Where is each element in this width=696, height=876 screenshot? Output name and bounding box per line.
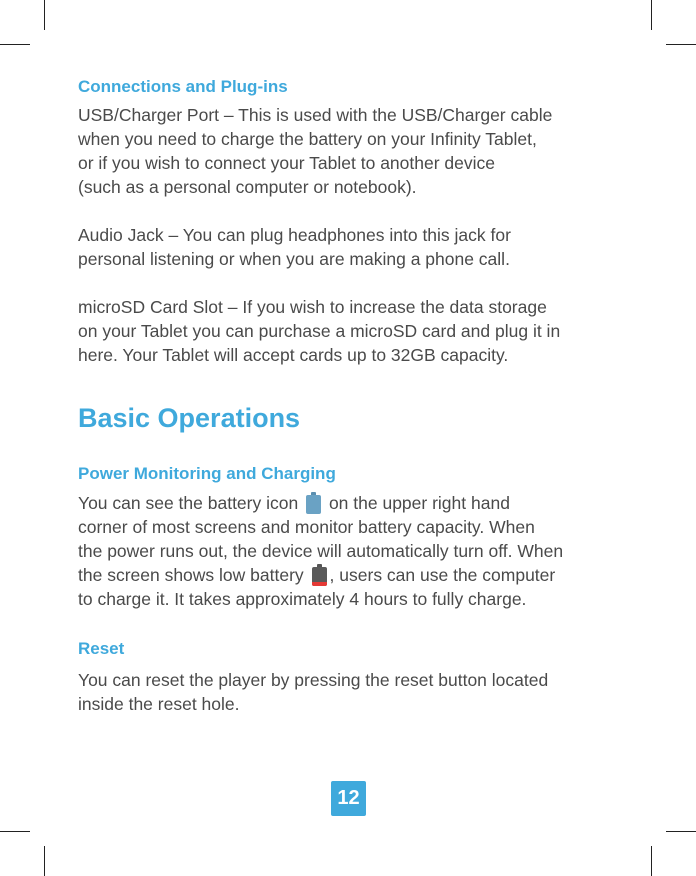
text-line: USB/Charger Port – This is used with the USB/Charger cable: [78, 105, 553, 125]
power-monitoring-paragraph: [78, 491, 638, 611]
text-line: corner of most screens and monitor battery capacity. When: [78, 517, 535, 537]
text-line: personal listening or when you are making a phone call.: [78, 249, 510, 269]
text-segment: You can see the battery icon: [78, 493, 299, 513]
manual-page-content: [78, 76, 638, 716]
battery-icon: [306, 492, 321, 514]
basic-operations-heading: Basic Operations: [78, 403, 301, 433]
crop-mark-bottom-left-vertical: [44, 846, 45, 876]
text-line: Audio Jack – You can plug headphones into this jack for: [78, 225, 511, 245]
microsd-slot-paragraph: [78, 295, 638, 367]
text-line: on your Tablet you can purchase a microSD card and plug it in: [78, 321, 561, 341]
crop-mark-bottom-right-horizontal: [666, 831, 696, 832]
power-monitoring-heading: Power Monitoring and Charging: [78, 464, 336, 483]
text-line: inside the reset hole.: [78, 694, 240, 714]
text-segment: on the upper right hand: [328, 493, 510, 513]
crop-mark-top-right-horizontal: [666, 44, 696, 45]
text-line: microSD Card Slot – If you wish to increase the data storage: [78, 297, 547, 317]
crop-mark-top-left-vertical: [44, 0, 45, 30]
text-line: the power runs out, the device will automatically turn off. When: [78, 541, 564, 561]
text-line: to charge it. It takes approximately 4 hours to fully charge.: [78, 589, 527, 609]
text-line: (such as a personal computer or notebook).: [78, 177, 417, 197]
text-line: You can reset the player by pressing the reset button located: [78, 670, 549, 690]
text-line: or if you wish to connect your Tablet to another device: [78, 153, 496, 173]
page-number-badge: 12: [331, 781, 366, 816]
text-segment: , users can use the computer: [329, 565, 556, 585]
usb-charger-port-paragraph: [78, 103, 638, 199]
crop-mark-top-left-horizontal: [0, 44, 30, 45]
connections-heading: Connections and Plug-ins: [78, 77, 288, 96]
text-segment: the screen shows low battery: [78, 565, 304, 585]
text-line: [78, 563, 638, 587]
crop-mark-top-right-vertical: [651, 0, 652, 30]
text-line: when you need to charge the battery on your Infinity Tablet,: [78, 129, 537, 149]
reset-paragraph: [78, 668, 638, 716]
crop-mark-bottom-right-vertical: [651, 846, 652, 876]
audio-jack-paragraph: [78, 223, 638, 271]
low-battery-icon: [312, 564, 327, 586]
crop-mark-bottom-left-horizontal: [0, 831, 30, 832]
text-line: [78, 491, 638, 515]
reset-heading: Reset: [78, 639, 125, 658]
text-line: here. Your Tablet will accept cards up to 32GB capacity.: [78, 345, 509, 365]
